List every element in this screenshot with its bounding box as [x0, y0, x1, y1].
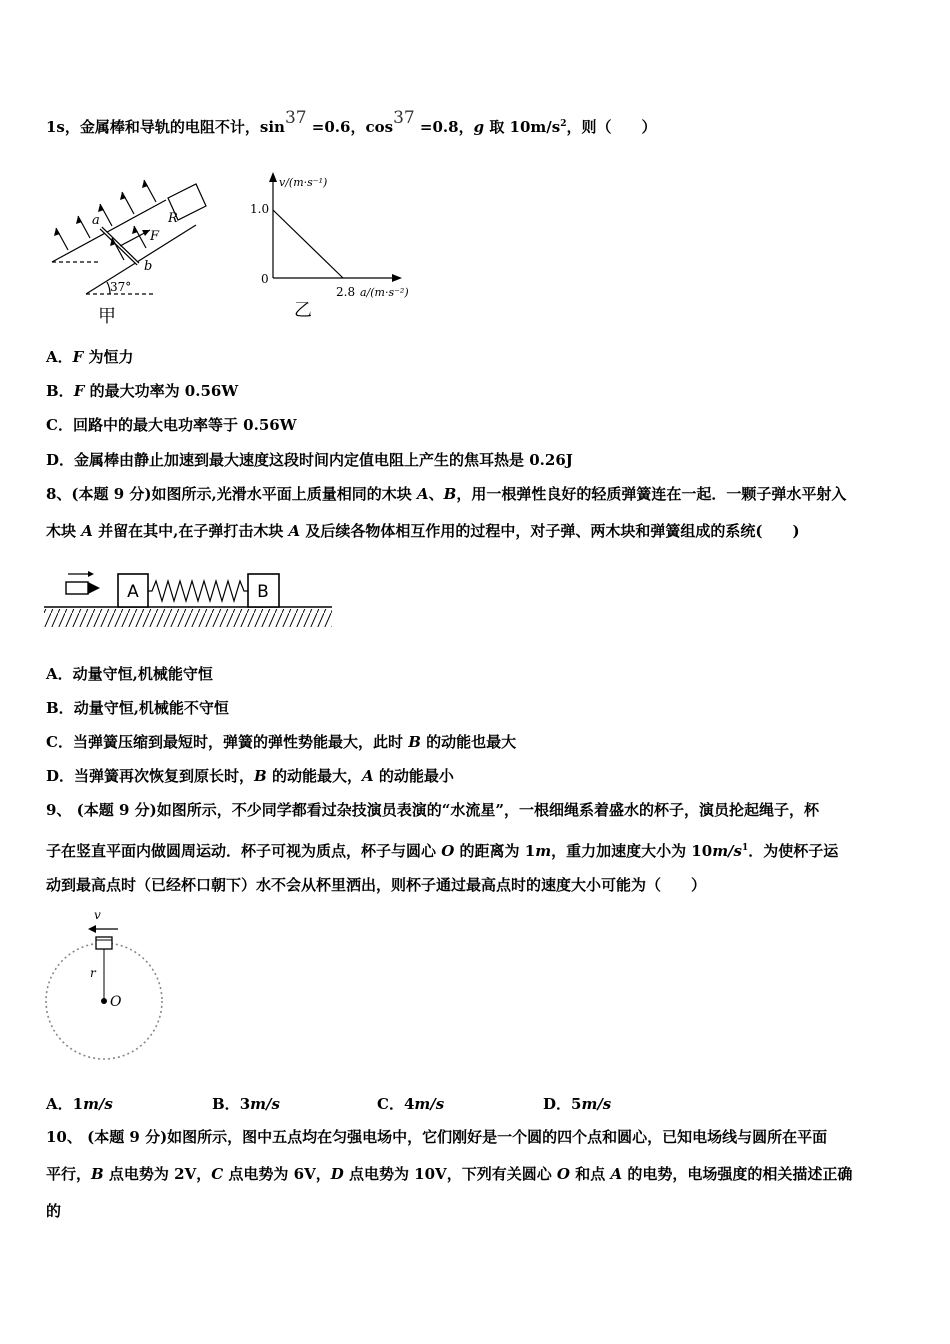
bullet-icon [66, 571, 100, 594]
origin-label: 0 [261, 272, 269, 286]
q10-stem-line-2: 平行，B 点电势为 2V，C 点电势为 6V，D 点电势为 10V，下列有关圆心 O 和点 A 的电势，电场强度的相关描述正确 [46, 1165, 853, 1183]
svg-text:A: A [127, 582, 139, 602]
q8-option-A: A．动量守恒,机械能守恒 [46, 665, 213, 683]
caption-yi: 乙 [294, 300, 312, 321]
x-tick-label: 2.8 [336, 285, 356, 299]
figure-q9-water-meteor [44, 905, 169, 1065]
svg-text:O: O [110, 994, 122, 1010]
q10-stem-line-1: 10、 (本题 9 分)如图所示，图中五点均在匀强电场中，它们刚好是一个圆的四个点和圆心，已知电场线与圆所在平面 [46, 1128, 828, 1146]
label-b: b [144, 259, 153, 274]
q8-option-D: D．当弹簧再次恢复到原长时，B 的动能最大，A 的动能最小 [46, 767, 454, 785]
q10-stem-line-3: 的 [46, 1202, 62, 1220]
q7-option-D: D．金属棒由静止加速到最大速度这段时间内定值电阻上产生的焦耳热是 0.26J [46, 451, 573, 469]
q9-option-A: A．1m/s [46, 1095, 113, 1113]
q7-option-B: B．F 的最大功率为 0.56W [46, 382, 239, 400]
q8-option-B: B．动量守恒,机械能不守恒 [46, 699, 229, 717]
angle-37-sin: 37 [284, 108, 307, 128]
caption-jia: 甲 [98, 306, 116, 327]
label-a: a [92, 213, 100, 228]
spring [148, 581, 248, 601]
svg-text:B: B [257, 582, 269, 602]
q8-stem-line-2: 木块 A 并留在其中,在子弹打击木块 A 及后续各物体相互作用的过程中，对子弹、两木块和弹簧组成的系统( ) [46, 522, 800, 540]
q9-option-D: D．5m/s [543, 1095, 612, 1113]
figure-jia [46, 170, 216, 330]
x-axis-label: a/(m·s⁻²) [360, 286, 409, 299]
q8-stem-line-1: 8、(本题 9 分)如图所示,光滑水平面上质量相同的木块 A、B，用一根弹性良好的轻质弹簧连在一起．一颗子弹水平射入 [46, 485, 847, 503]
label-angle: 37° [110, 280, 132, 294]
cup-icon [96, 937, 112, 949]
q9-option-C: C．4m/s [377, 1095, 445, 1113]
q7-option-A: A．F 为恒力 [46, 348, 134, 366]
y-tick-label: 1.0 [250, 202, 270, 216]
q8-option-C: C．当弹簧压缩到最短时，弹簧的弹性势能最大，此时 B 的动能也最大 [46, 733, 517, 751]
label-F: F [150, 229, 160, 244]
figure-yi [250, 168, 440, 328]
label-R: R [168, 211, 178, 226]
q9-option-B: B．3m/s [212, 1095, 280, 1113]
figure-q8-blocks [44, 565, 334, 631]
svg-text:v: v [94, 908, 101, 922]
angle-37-cos: 37 [393, 108, 415, 128]
data-line-v-a [273, 210, 343, 278]
q9-stem-line-2: 子在竖直平面内做圆周运动．杯子可视为质点，杯子与圆心 O 的距离为 1m，重力加速度大小为 $10m/s^1$．为使杯子运 [46, 842, 839, 860]
svg-text:r: r [90, 966, 96, 980]
q9-stem-line-3: 动到最高点时（已经杯口朝下）水不会从杯里洒出，则杯子通过最高点时的速度大小可能为（ ） [46, 876, 707, 894]
velocity-arrow-icon [88, 925, 96, 933]
y-axis-label: v/(m·s⁻¹) [279, 176, 328, 189]
q7-option-C: C．回路中的最大电功率等于 0.56W [46, 416, 297, 434]
q7-stem-line: 1s，金属棒和导轨的电阻不计，sin37 =0.6，cos37 =0.8，g 取 $10m/s^2$，则（ ） [46, 108, 657, 136]
q9-stem-line-1: 9、 (本题 9 分)如图所示，不少同学都看过杂技演员表演的“水流星”，一根细绳系着盛水的杯子，演员抡起绳子，杯 [46, 801, 819, 819]
